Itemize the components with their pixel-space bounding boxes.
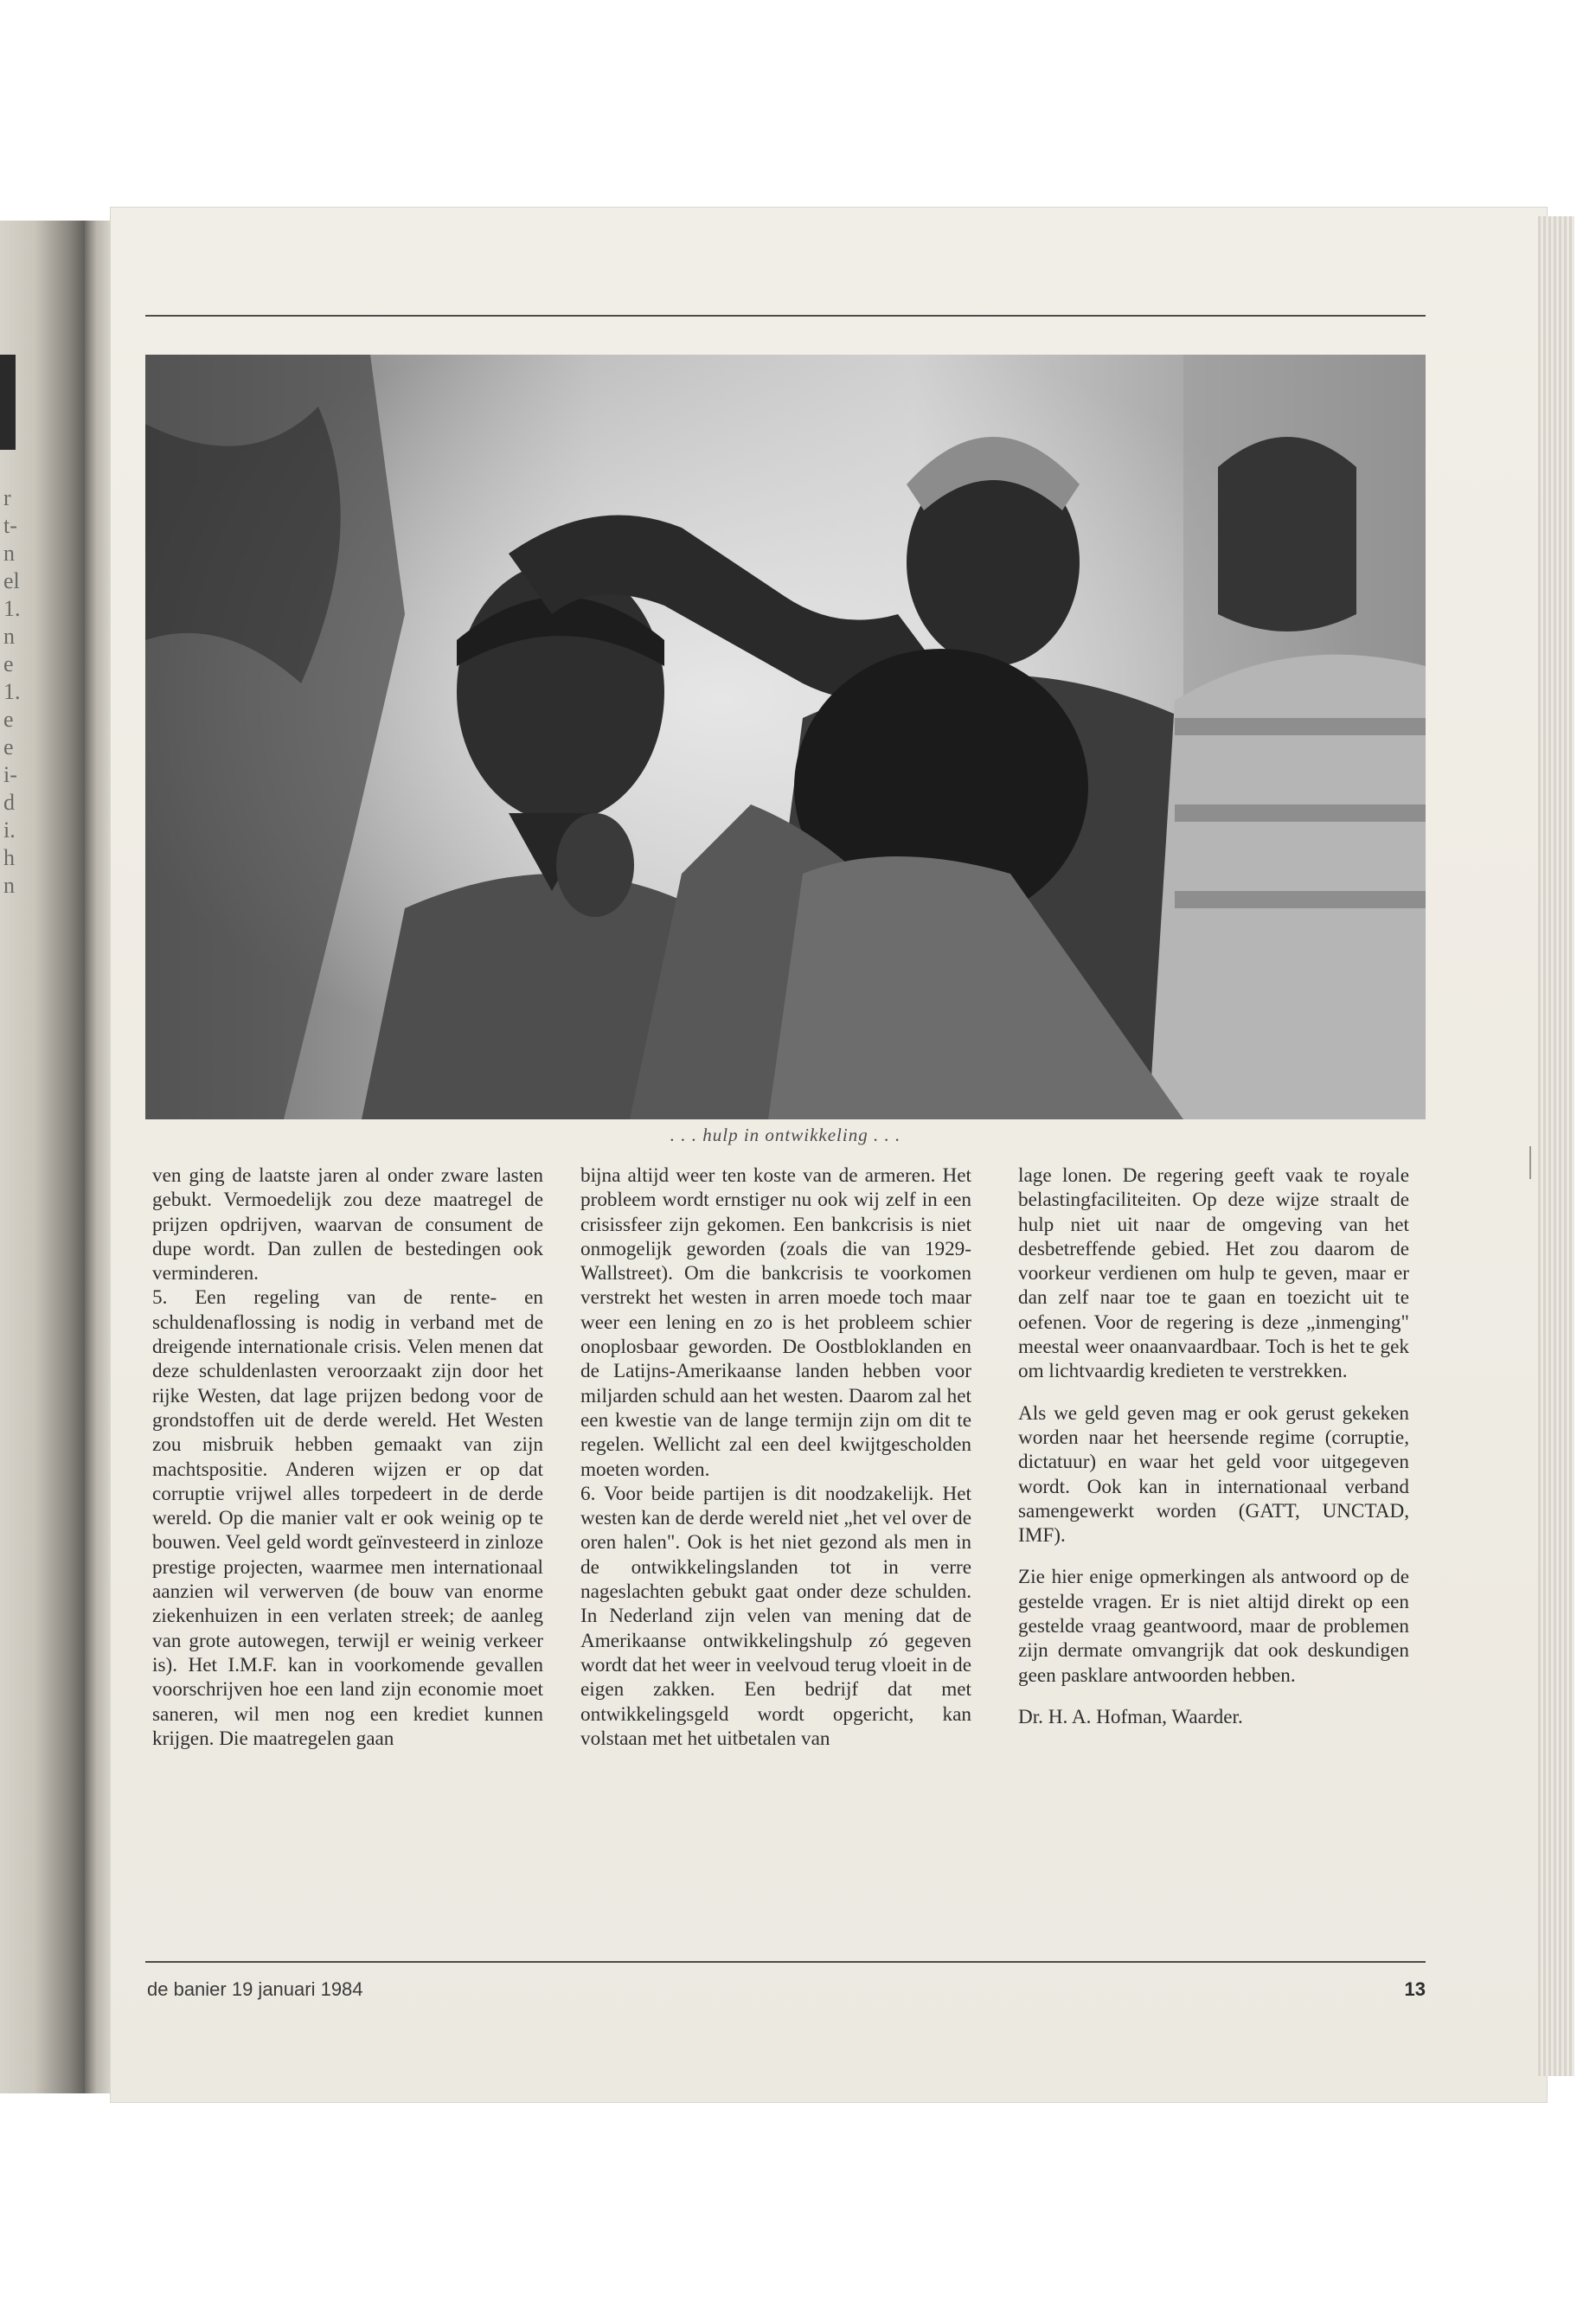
photo-illustration bbox=[145, 355, 1426, 1119]
left-page-fragment: d bbox=[3, 790, 15, 815]
left-page-fragment: 1. bbox=[3, 679, 21, 704]
left-page-fragment: el bbox=[3, 568, 20, 593]
top-rule bbox=[145, 315, 1426, 317]
paragraph: Als we geld geven mag er ook gerust gekeken worden naar het heersende regime (corruptie, dictatuur) en waar het geld voor uitgegeven wordt. Ook kan in internationaal verband samengewerkt worden (GATT, UNCTAD, IMF). bbox=[1018, 1401, 1409, 1548]
left-page-fragment: n bbox=[3, 873, 15, 898]
paragraph: Zie hier enige opmerkingen als antwoord op de gestelde vragen. Er is niet altijd direkt op een gestelde vraag geantwoord, maar de problemen zijn dermate omvangrijk dat ook deskundigen geen pasklare antwoorden hebben. bbox=[1018, 1566, 1409, 1687]
photo-caption: . . . hulp in ontwikkeling . . . bbox=[670, 1125, 901, 1145]
article-column-2 bbox=[580, 1163, 971, 1751]
paragraph: ven ging de laatste jaren al onder zware lasten gebukt. Vermoedelijk zou deze maatregel de prijzen opdrijven, waarvan de consument de dupe wordt. Dan zullen de bestedingen ook verminderen. bbox=[152, 1164, 543, 1285]
left-page-tab-mark bbox=[0, 355, 16, 450]
left-page-fragment: i. bbox=[3, 817, 16, 843]
paragraph: 6. Voor beide partijen is dit noodzakelijk. Het westen kan de derde wereld niet „het vel over de oren halen". Ook is het niet gezond als men in de ontwikkelingslanden tot in verre nageslachten gebukt gaat onder deze schulden. In Nederland zijn velen van mening dat de Amerikaanse ontwikkelingshulp zó gegeven wordt dat het weer in veelvoud terug vloeit in de eigen zakken. Een bedrijf dat met ontwikkelingsgeld wordt opgericht, kan volstaan met het uitbetalen van bbox=[580, 1482, 971, 1750]
left-page-fragment: e bbox=[3, 707, 14, 732]
left-page-cut-text bbox=[3, 484, 29, 900]
page-edge-stack bbox=[1538, 216, 1574, 2076]
left-page-fragment: e bbox=[3, 734, 14, 760]
left-page-fragment: r bbox=[3, 485, 11, 510]
article-column-1 bbox=[152, 1163, 543, 1751]
bottom-rule bbox=[145, 1961, 1426, 1963]
article-photo bbox=[145, 355, 1426, 1119]
article-column-3 bbox=[1018, 1163, 1409, 1729]
left-page-fragment: t- bbox=[3, 513, 17, 538]
left-page-fragment: e bbox=[3, 651, 14, 676]
page-number: 13 bbox=[1404, 1978, 1426, 2000]
left-page-fragment: i- bbox=[3, 762, 17, 787]
paragraph: lage lonen. De regering geeft vaak te royale belastingfaciliteiten. Op deze wijze straalt de hulp niet uit naar de omgeving van het desbetreffende gebied. Het zou daarom de voorkeur verdienen om hulp te geven, maar er dan zelf naar toe te gaan en toezicht uit te oefenen. Voor de regering is deze „inmenging" meestal weer onaanvaardbaar. Toch is het te gek om lichtvaardig kredieten te verstrekken. bbox=[1018, 1164, 1409, 1383]
author-signature: Dr. H. A. Hofman, Waarder. bbox=[1018, 1705, 1243, 1728]
left-page-fragment: n bbox=[3, 624, 15, 649]
left-page-fragment: h bbox=[3, 845, 15, 870]
publication-date: de banier 19 januari 1984 bbox=[147, 1978, 363, 2000]
margin-mark bbox=[1529, 1146, 1531, 1179]
paragraph: bijna altijd weer ten koste van de armeren. Het probleem wordt ernstiger nu ook wij zelf in een crisissfeer zijn gekomen. Een bankcrisis is niet onmogelijk geworden (zoals die van 1929-Wallstreet). Om die bankcrisis te voorkomen verstrekt het westen in arren moede toch maar weer een lening en zo is het probleem schier onoplosbaar geworden. De Oostbloklanden en de Latijns-Amerikaanse landen hebben voor miljarden schuld aan het westen. Daarom zal het een kwestie van de lange termijn zijn om dit te regelen. Wellicht zal een deel kwijtgescholden moeten worden. bbox=[580, 1164, 971, 1481]
left-page-fragment: 1. bbox=[3, 596, 21, 621]
paragraph: 5. Een regeling van de rente- en schuldenaflossing is nodig in verband met de dreigende internationale crisis. Velen menen dat deze schuldenlasten veroorzaakt zijn door het rijke Westen, dat lage prijzen bedong voor de grondstoffen uit de derde wereld. Het Westen zou misbruik hebben gemaakt van zijn machtspositie. Anderen wijzen er op dat corruptie vrijwel alles torpedeert in de derde wereld. Op die manier valt er ook weinig op te bouwen. Veel geld wordt geïnvesteerd in zinloze prestige projecten, waarmee men internationaal aanzien wil verwerven (de bouw van enorme ziekenhuizen in een verlaten streek; de aanleg van grote autowegen, terwijl er weinig verkeer is). Het I.M.F. kan in voorkomende gevallen voorschrijven hoe een land zijn economie moet saneren, wil men nog een krediet kunnen krijgen. Die maatregelen gaan bbox=[152, 1286, 543, 1750]
left-page-fragment: n bbox=[3, 541, 15, 566]
